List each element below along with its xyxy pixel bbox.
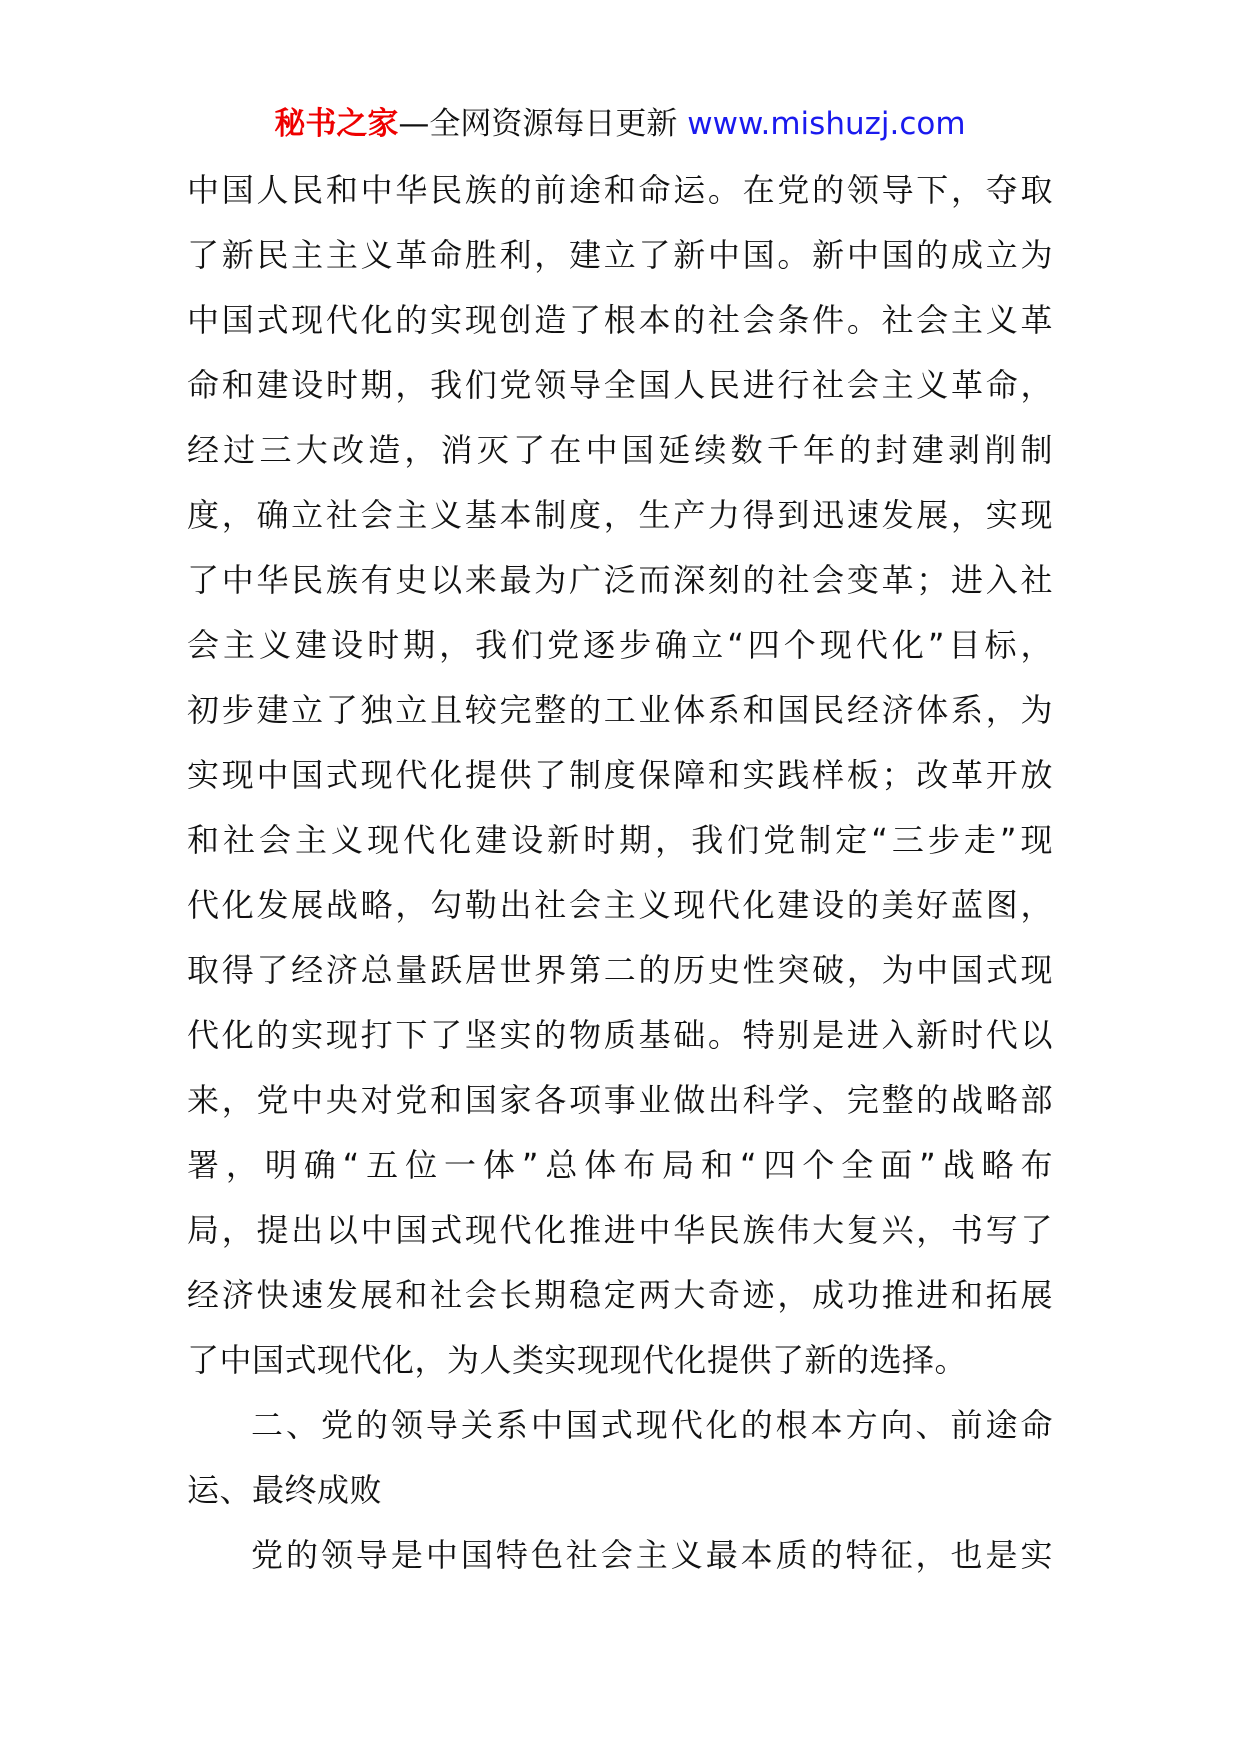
body-line: 命和建设时期，我们党领导全国人民进行社会主义革命，	[187, 366, 1053, 404]
body-line: 经过三大改造，消灭了在中国延续数千年的封建剥削制	[187, 431, 1053, 469]
site-header	[0, 102, 1240, 146]
body-line: 会主义建设时期，我们党逐步确立“四个现代化”目标，	[187, 626, 1053, 664]
body-line: 初步建立了独立且较完整的工业体系和国民经济体系，为	[187, 691, 1053, 729]
site-url-link[interactable]: www.mishuzj.com	[687, 106, 966, 142]
paragraph-start: 党的领导是中国特色社会主义最本质的特征，也是实	[251, 1536, 1053, 1574]
body-line: 中国式现代化的实现创造了根本的社会条件。社会主义革	[187, 301, 1053, 339]
section-heading-continued: 运、最终成败	[187, 1471, 383, 1509]
body-line: 和社会主义现代化建设新时期，我们党制定“三步走”现	[187, 821, 1053, 859]
body-line: 了新民主主义革命胜利，建立了新中国。新中国的成立为	[187, 236, 1053, 274]
body-line: 实现中国式现代化提供了制度保障和实践样板；改革开放	[187, 756, 1053, 794]
site-brand: 秘书之家	[274, 106, 399, 142]
body-line: 度，确立社会主义基本制度，生产力得到迅速发展，实现	[187, 496, 1053, 534]
body-line: 取得了经济总量跃居世界第二的历史性突破，为中国式现	[187, 951, 1053, 989]
body-line: 局，提出以中国式现代化推进中华民族伟大复兴，书写了	[187, 1211, 1053, 1249]
body-line: 来，党中央对党和国家各项事业做出科学、完整的战略部	[187, 1081, 1053, 1119]
site-tagline: —全网资源每日更新	[398, 106, 688, 142]
body-line: 经济快速发展和社会长期稳定两大奇迹，成功推进和拓展	[187, 1276, 1053, 1314]
body-line: 署，明确“五位一体”总体布局和“四个全面”战略布	[187, 1146, 1053, 1184]
body-line: 代化发展战略，勾勒出社会主义现代化建设的美好蓝图，	[187, 886, 1053, 924]
body-line: 了中华民族有史以来最为广泛而深刻的社会变革；进入社	[187, 561, 1053, 599]
section-heading: 二、党的领导关系中国式现代化的根本方向、前途命	[251, 1406, 1053, 1444]
document-body	[187, 158, 1053, 1588]
body-line: 代化的实现打下了坚实的物质基础。特别是进入新时代以	[187, 1016, 1053, 1054]
body-line: 中国人民和中华民族的前途和命运。在党的领导下，夺取	[187, 171, 1053, 209]
body-line-last: 了中国式现代化，为人类实现现代化提供了新的选择。	[187, 1341, 968, 1379]
